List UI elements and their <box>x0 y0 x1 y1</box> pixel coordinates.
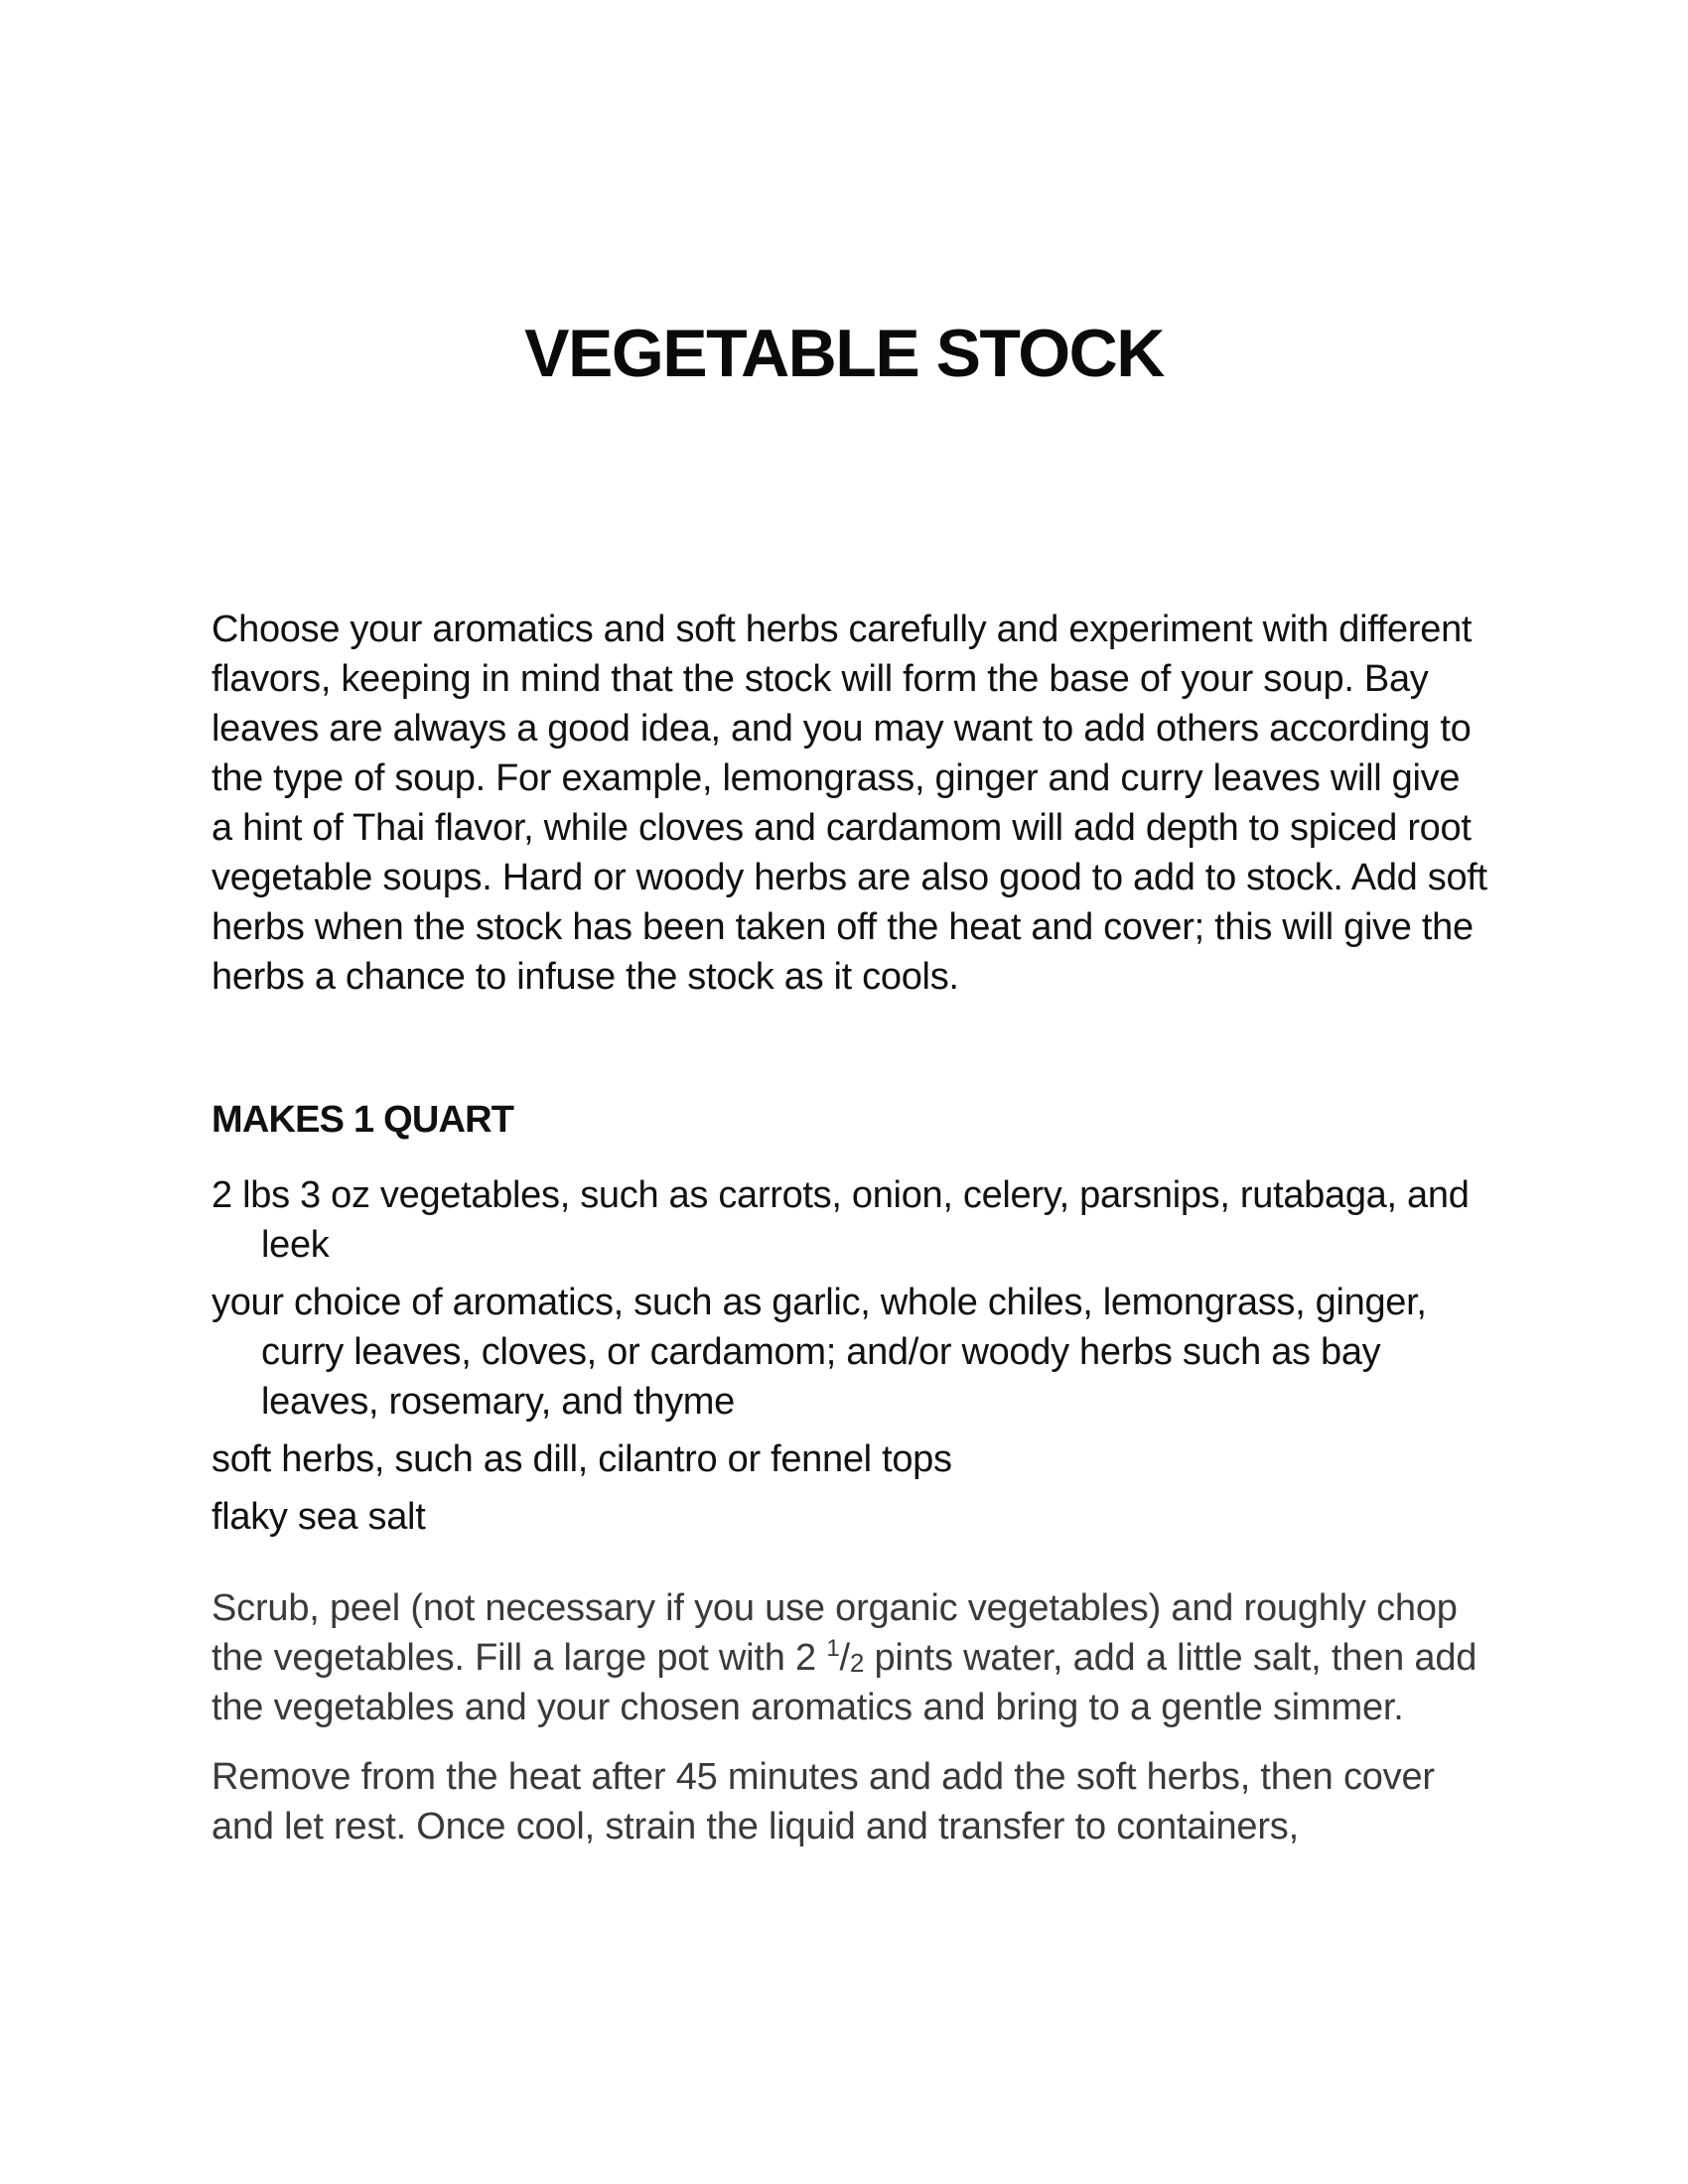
method-step-1-text-b: pints water, add a little salt, then add the vegetables and your chosen aromatics and bring to a gentle simmer. <box>211 1637 1477 1728</box>
fraction-denominator: 2 <box>849 1648 865 1678</box>
recipe-intro: Choose your aromatics and soft herbs carefully and experiment with different flavors, keeping in mind that the stock will form the base of your soup. Bay leaves are always a good idea, and you may want to add others according to the type of soup. For example, lemongrass, ginger and curry leaves will give a hint of Thai flavor, while cloves and cardamom will add depth to spiced root vegetable soups. Hard or woody herbs are also good to add to stock. Add soft herbs when the stock has been taken off the heat and cover; this will give the herbs a chance to infuse the stock as it cools. <box>211 609 1487 998</box>
method-step-1 <box>211 1583 1492 1732</box>
ingredient-list <box>211 1170 1492 1550</box>
recipe-title: VEGETABLE STOCK <box>524 316 1164 391</box>
fraction-slash: / <box>839 1637 850 1679</box>
ingredient-item: your choice of aromatics, such as garlic, whole chiles, lemongrass, ginger, curry leaves, cloves, or cardamom; and/or woody herbs such as bay leaves, rosemary, and thyme <box>211 1282 1427 1423</box>
method-steps <box>211 1583 1492 1871</box>
method-step-2: Remove from the heat after 45 minutes and add the soft herbs, then cover and let rest. Once cool, strain the liquid and transfer to containers, <box>211 1756 1435 1847</box>
method-step-1-text-a: Scrub, peel (not necessary if you use organic vegetables) and roughly chop the vegetables. Fill a large pot with 2 <box>211 1587 1458 1679</box>
recipe-yield: MAKES 1 QUART <box>211 1099 514 1141</box>
recipe-page <box>211 0 1502 2184</box>
fraction-numerator: 1 <box>826 1635 840 1662</box>
ingredient-item: flaky sea salt <box>211 1496 426 1538</box>
ingredient-item: 2 lbs 3 oz vegetables, such as carrots, onion, celery, parsnips, rutabaga, and leek <box>211 1174 1470 1266</box>
ingredient-item: soft herbs, such as dill, cilantro or fennel tops <box>211 1438 952 1480</box>
